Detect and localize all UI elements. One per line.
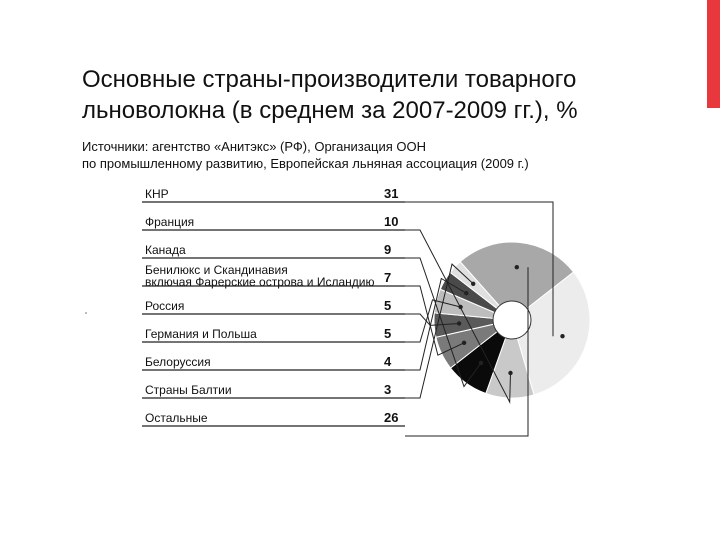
leader-dot xyxy=(464,291,468,295)
legend-value: 7 xyxy=(384,270,392,285)
source-line-2: по промышленному развитию, Европейская льняная ассоциация (2009 г.) xyxy=(82,156,529,171)
slide-title: Основные страны-производители товарного льноволокна (в среднем за 2007-2009 гг.), % xyxy=(82,66,578,124)
source-line-1: Источники: агентство «Анитэкс» (РФ), Организация ООН xyxy=(82,139,426,154)
leader-dot xyxy=(508,371,512,375)
legend-value: 31 xyxy=(384,186,399,201)
leader-dot xyxy=(479,361,483,365)
legend-value: 26 xyxy=(384,410,399,425)
legend-value: 5 xyxy=(384,298,392,313)
legend-value: 4 xyxy=(384,354,392,369)
legend-label: Франция xyxy=(145,215,195,229)
legend-value: 5 xyxy=(384,326,392,341)
legend-label: Германия и Польша xyxy=(145,327,257,341)
legend-label: Канада xyxy=(145,243,186,257)
leader-dot xyxy=(471,282,475,286)
leader-dot xyxy=(457,321,461,325)
legend-label: КНР xyxy=(145,187,169,201)
legend-label: Бенилюкс и Скандинавия включая Фарерские острова и Исландию xyxy=(145,263,375,289)
legend-value: 10 xyxy=(384,214,399,229)
leader-dot xyxy=(560,334,564,338)
legend-label: Остальные xyxy=(145,411,208,425)
donut-hole xyxy=(493,301,531,339)
leader-dot xyxy=(515,265,519,269)
legend-label: Страны Балтии xyxy=(145,383,232,397)
legend-value: 3 xyxy=(384,382,392,397)
legend-label: Россия xyxy=(145,299,185,313)
leader-dot xyxy=(458,305,462,309)
legend-label: Белоруссия xyxy=(145,355,211,369)
leader-dot xyxy=(462,341,466,345)
legend-value: 9 xyxy=(384,242,392,257)
